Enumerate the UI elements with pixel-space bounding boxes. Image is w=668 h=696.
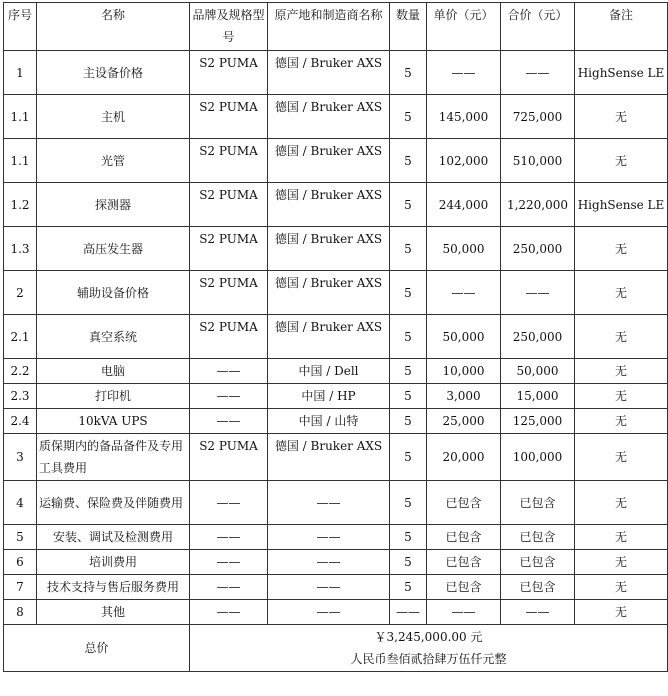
cell-total-price: 510,000: [501, 139, 575, 183]
cell-name: 主机: [37, 95, 190, 139]
cell-remark: 无: [575, 600, 668, 625]
cell-unit-price: ——: [427, 600, 501, 625]
price-table: [3, 2, 668, 672]
cell-brand: S2 PUMA: [190, 434, 268, 481]
cell-name: 电脑: [37, 359, 190, 384]
cell-name: 技术支持与售后服务费用: [37, 575, 190, 600]
cell-unit-price: ——: [427, 51, 501, 95]
cell-qty: 5: [390, 481, 427, 525]
cell-brand: S2 PUMA: [190, 227, 268, 271]
table-row: [4, 575, 668, 600]
cell-origin: 德国 / Bruker AXS: [268, 315, 390, 359]
table-row: [4, 600, 668, 625]
cell-origin: 德国 / Bruker AXS: [268, 271, 390, 315]
cell-origin: 德国 / Bruker AXS: [268, 227, 390, 271]
cell-name: 运输费、保险费及伴随费用: [37, 481, 190, 525]
cell-origin: 中国 / HP: [268, 384, 390, 409]
cell-total-price: 已包含: [501, 481, 575, 525]
header-qty: 数量: [390, 3, 427, 51]
cell-brand: S2 PUMA: [190, 51, 268, 95]
cell-remark: 无: [575, 359, 668, 384]
cell-brand: S2 PUMA: [190, 139, 268, 183]
cell-no: 2.1: [4, 315, 37, 359]
cell-total-price: 已包含: [501, 575, 575, 600]
cell-total-price: ——: [501, 51, 575, 95]
table-row: [4, 271, 668, 315]
cell-remark: 无: [575, 271, 668, 315]
cell-origin: 德国 / Bruker AXS: [268, 434, 390, 481]
cell-brand: ——: [190, 384, 268, 409]
total-amount-words: 人民币叁佰贰拾肆万伍仟元整: [350, 652, 507, 666]
cell-no: 4: [4, 481, 37, 525]
header-unit-price: 单价（元）: [427, 3, 501, 51]
cell-total-price: 1,220,000: [501, 183, 575, 227]
cell-name: 安装、调试及检测费用: [37, 525, 190, 550]
cell-qty: 5: [390, 95, 427, 139]
table-row: [4, 481, 668, 525]
cell-origin: 中国 / Dell: [268, 359, 390, 384]
table-row: [4, 95, 668, 139]
cell-total-price: 250,000: [501, 227, 575, 271]
cell-name: 主设备价格: [37, 51, 190, 95]
cell-no: 1.2: [4, 183, 37, 227]
cell-unit-price: 20,000: [427, 434, 501, 481]
table-row: [4, 384, 668, 409]
cell-brand: ——: [190, 550, 268, 575]
cell-qty: ——: [390, 600, 427, 625]
cell-total-price: 已包含: [501, 525, 575, 550]
cell-name: 打印机: [37, 384, 190, 409]
cell-qty: 5: [390, 525, 427, 550]
cell-remark: 无: [575, 227, 668, 271]
cell-total-price: 250,000: [501, 315, 575, 359]
header-brand: 品牌及规格型号: [190, 3, 268, 51]
cell-name: 探测器: [37, 183, 190, 227]
cell-unit-price: ——: [427, 271, 501, 315]
cell-remark: 无: [575, 384, 668, 409]
cell-total-price: ——: [501, 600, 575, 625]
cell-brand: S2 PUMA: [190, 95, 268, 139]
cell-brand: S2 PUMA: [190, 271, 268, 315]
cell-qty: 5: [390, 434, 427, 481]
cell-qty: 5: [390, 359, 427, 384]
cell-remark: 无: [575, 575, 668, 600]
table-row: [4, 434, 668, 481]
cell-origin: 德国 / Bruker AXS: [268, 95, 390, 139]
cell-total-price: 已包含: [501, 550, 575, 575]
cell-no: 2: [4, 271, 37, 315]
cell-remark: 无: [575, 315, 668, 359]
cell-unit-price: 145,000: [427, 95, 501, 139]
cell-origin: ——: [268, 575, 390, 600]
cell-no: 8: [4, 600, 37, 625]
table-row: [4, 409, 668, 434]
cell-no: 5: [4, 525, 37, 550]
cell-brand: ——: [190, 409, 268, 434]
cell-origin: ——: [268, 481, 390, 525]
table-row: [4, 139, 668, 183]
cell-origin: 德国 / Bruker AXS: [268, 139, 390, 183]
cell-remark: 无: [575, 409, 668, 434]
total-row: [4, 625, 668, 672]
cell-remark: 无: [575, 525, 668, 550]
table-row: [4, 183, 668, 227]
cell-unit-price: 25,000: [427, 409, 501, 434]
cell-no: 1.1: [4, 95, 37, 139]
header-row: [4, 3, 668, 51]
cell-origin: 中国 / 山特: [268, 409, 390, 434]
cell-no: 6: [4, 550, 37, 575]
cell-unit-price: 已包含: [427, 550, 501, 575]
table-row: [4, 525, 668, 550]
cell-unit-price: 已包含: [427, 481, 501, 525]
cell-brand: ——: [190, 600, 268, 625]
cell-unit-price: 10,000: [427, 359, 501, 384]
cell-total-price: 125,000: [501, 409, 575, 434]
cell-qty: 5: [390, 139, 427, 183]
cell-remark: 无: [575, 95, 668, 139]
cell-no: 3: [4, 434, 37, 481]
cell-qty: 5: [390, 550, 427, 575]
cell-qty: 5: [390, 183, 427, 227]
cell-no: 2.2: [4, 359, 37, 384]
cell-origin: ——: [268, 550, 390, 575]
cell-qty: 5: [390, 271, 427, 315]
cell-no: 1: [4, 51, 37, 95]
cell-remark: 无: [575, 481, 668, 525]
header-no: 序号: [4, 3, 37, 51]
cell-origin: 德国 / Bruker AXS: [268, 51, 390, 95]
header-total-price: 合价（元）: [501, 3, 575, 51]
cell-name: 质保期内的备品备件及专用工具费用: [37, 434, 190, 481]
cell-no: 2.3: [4, 384, 37, 409]
cell-origin: ——: [268, 600, 390, 625]
cell-qty: 5: [390, 51, 427, 95]
header-remark: 备注: [575, 3, 668, 51]
cell-unit-price: 244,000: [427, 183, 501, 227]
cell-unit-price: 已包含: [427, 525, 501, 550]
table-row: [4, 51, 668, 95]
header-origin: 原产地和制造商名称: [268, 3, 390, 51]
total-label: 总价: [4, 625, 190, 672]
cell-qty: 5: [390, 384, 427, 409]
cell-no: 1.3: [4, 227, 37, 271]
cell-name: 10kVA UPS: [37, 409, 190, 434]
cell-total-price: 15,000: [501, 384, 575, 409]
cell-no: 2.4: [4, 409, 37, 434]
cell-total-price: 50,000: [501, 359, 575, 384]
cell-brand: ——: [190, 359, 268, 384]
cell-remark: 无: [575, 434, 668, 481]
cell-unit-price: 3,000: [427, 384, 501, 409]
table-row: [4, 550, 668, 575]
cell-origin: 德国 / Bruker AXS: [268, 183, 390, 227]
table-row: [4, 315, 668, 359]
cell-brand: ——: [190, 525, 268, 550]
cell-no: 1.1: [4, 139, 37, 183]
cell-name: 其他: [37, 600, 190, 625]
cell-qty: 5: [390, 575, 427, 600]
cell-brand: S2 PUMA: [190, 315, 268, 359]
cell-name: 辅助设备价格: [37, 271, 190, 315]
cell-qty: 5: [390, 409, 427, 434]
cell-unit-price: 50,000: [427, 227, 501, 271]
total-amount-cell: [190, 625, 668, 672]
cell-total-price: 100,000: [501, 434, 575, 481]
cell-name: 高压发生器: [37, 227, 190, 271]
cell-unit-price: 50,000: [427, 315, 501, 359]
cell-total-price: 725,000: [501, 95, 575, 139]
cell-origin: ——: [268, 525, 390, 550]
cell-brand: ——: [190, 575, 268, 600]
cell-unit-price: 已包含: [427, 575, 501, 600]
cell-unit-price: 102,000: [427, 139, 501, 183]
cell-remark: 无: [575, 550, 668, 575]
total-amount: ￥3,245,000.00 元: [374, 630, 483, 644]
cell-name: 培训费用: [37, 550, 190, 575]
cell-brand: ——: [190, 481, 268, 525]
cell-remark: HighSense LE: [575, 51, 668, 95]
cell-no: 7: [4, 575, 37, 600]
table-row: [4, 227, 668, 271]
table-row: [4, 359, 668, 384]
cell-name: 光管: [37, 139, 190, 183]
cell-total-price: ——: [501, 271, 575, 315]
header-name: 名称: [37, 3, 190, 51]
cell-brand: S2 PUMA: [190, 183, 268, 227]
cell-qty: 5: [390, 227, 427, 271]
cell-remark: 无: [575, 139, 668, 183]
cell-qty: 5: [390, 315, 427, 359]
cell-name: 真空系统: [37, 315, 190, 359]
cell-remark: HighSense LE: [575, 183, 668, 227]
